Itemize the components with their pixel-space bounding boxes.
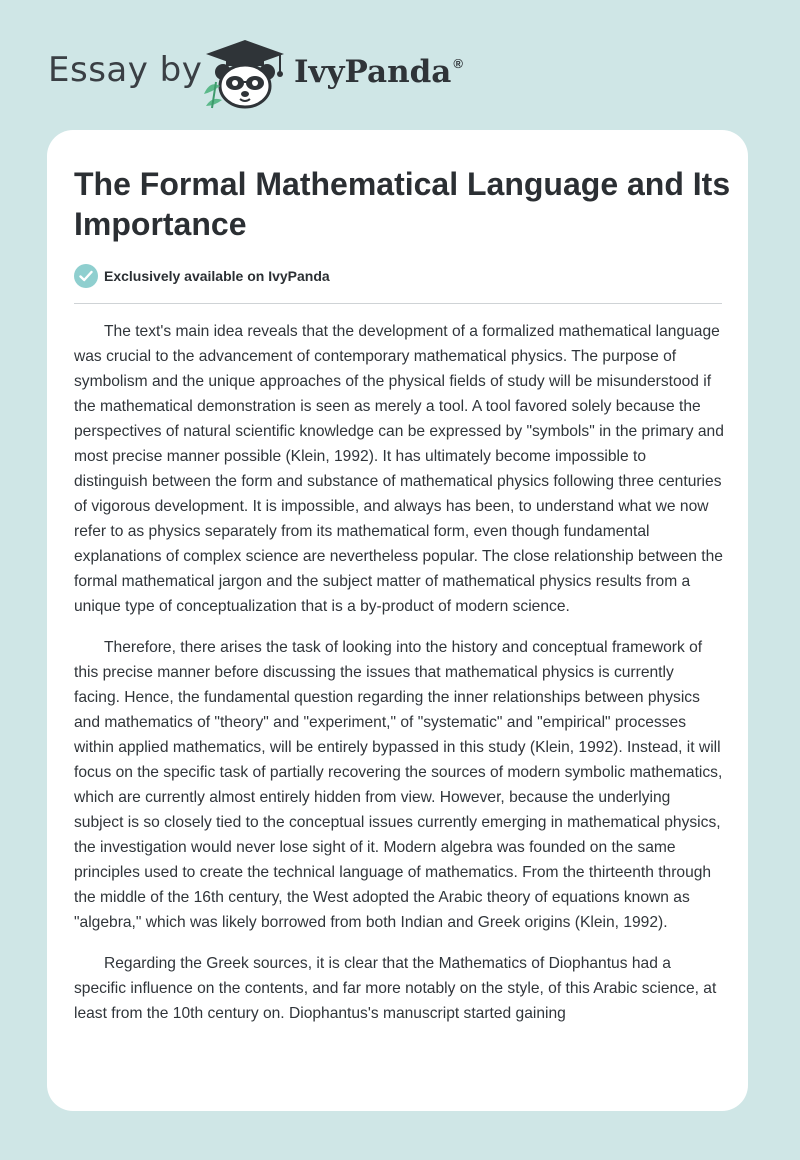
check-circle-icon — [74, 264, 98, 288]
paragraph: Therefore, there arises the task of looking into the history and conceptual framework of this precise manner before discussing the issues that mathematical physics is currently facing. Hence, the fundamental question regarding the inner relationships between physics and mathematics of "theory" and "experiment," of "systematic" and "empirical" processes within applied mathematics, will be entirely bypassed in this study (Klein, 1992). Instead, it will focus on the specific task of partially recovering the sources of modern symbolic mathematics, which are currently almost entirely hidden from view. However, because the underlying subject is so closely tied to the conceptual issues currently emerging in mathematical physics, the investigation would never lose sight of it. Modern algebra was founded on the same principles used to create the technical language of mathematics. From the thirteenth through the middle of the 16th century, the West adopted the Arabic theory of equations known as "algebra," which was likely borrowed from both Indian and Greek origins (Klein, 1992). — [74, 639, 723, 931]
essay-by-label: Essay by — [48, 50, 203, 90]
essay-card — [47, 130, 748, 1111]
panda-graduate-logo-icon[interactable] — [200, 36, 290, 110]
registered-mark: ® — [453, 56, 463, 71]
ivypanda-brand[interactable] — [294, 54, 463, 90]
paragraph: Regarding the Greek sources, it is clear that the Mathematics of Diophantus had a specific influence on the contents, and far more notably on the style, of this Arabic science, at least from the 10th century on. Diophantus's manuscript started gaining — [74, 955, 717, 1022]
paragraph: The text's main idea reveals that the development of a formalized mathematical language was crucial to the advancement of contemporary mathematical physics. The purpose of symbolism and the unique approaches of the physical fields of study will be misunderstood if the mathematical demonstration is seen as merely a tool. A tool favored solely because the perspectives of natural scientific knowledge can be expressed by "symbols" in the primary and most precise manner possible (Klein, 1992). It has ultimately become impossible to distinguish between the form and substance of mathematical physics following three centuries of vigorous development. It is impossible, and always has been, to understand what we now refer to as physics separately from its mathematical form, even though fundamental explanations of complex science are nevertheless popular. The close relationship between the formal mathematical jargon and the subject matter of mathematical physics results from a unique type of conceptualization that is a by-product of modern science. — [74, 323, 724, 615]
essay-title: The Formal Mathematical Language and Its Importance — [74, 166, 731, 242]
exclusive-badge — [74, 263, 330, 289]
site-header — [0, 0, 800, 130]
exclusive-badge-label: Exclusively available on IvyPanda — [104, 268, 330, 284]
brand-name-text: IvyPanda — [294, 54, 452, 90]
divider — [74, 303, 722, 304]
essay-body — [74, 319, 724, 1042]
